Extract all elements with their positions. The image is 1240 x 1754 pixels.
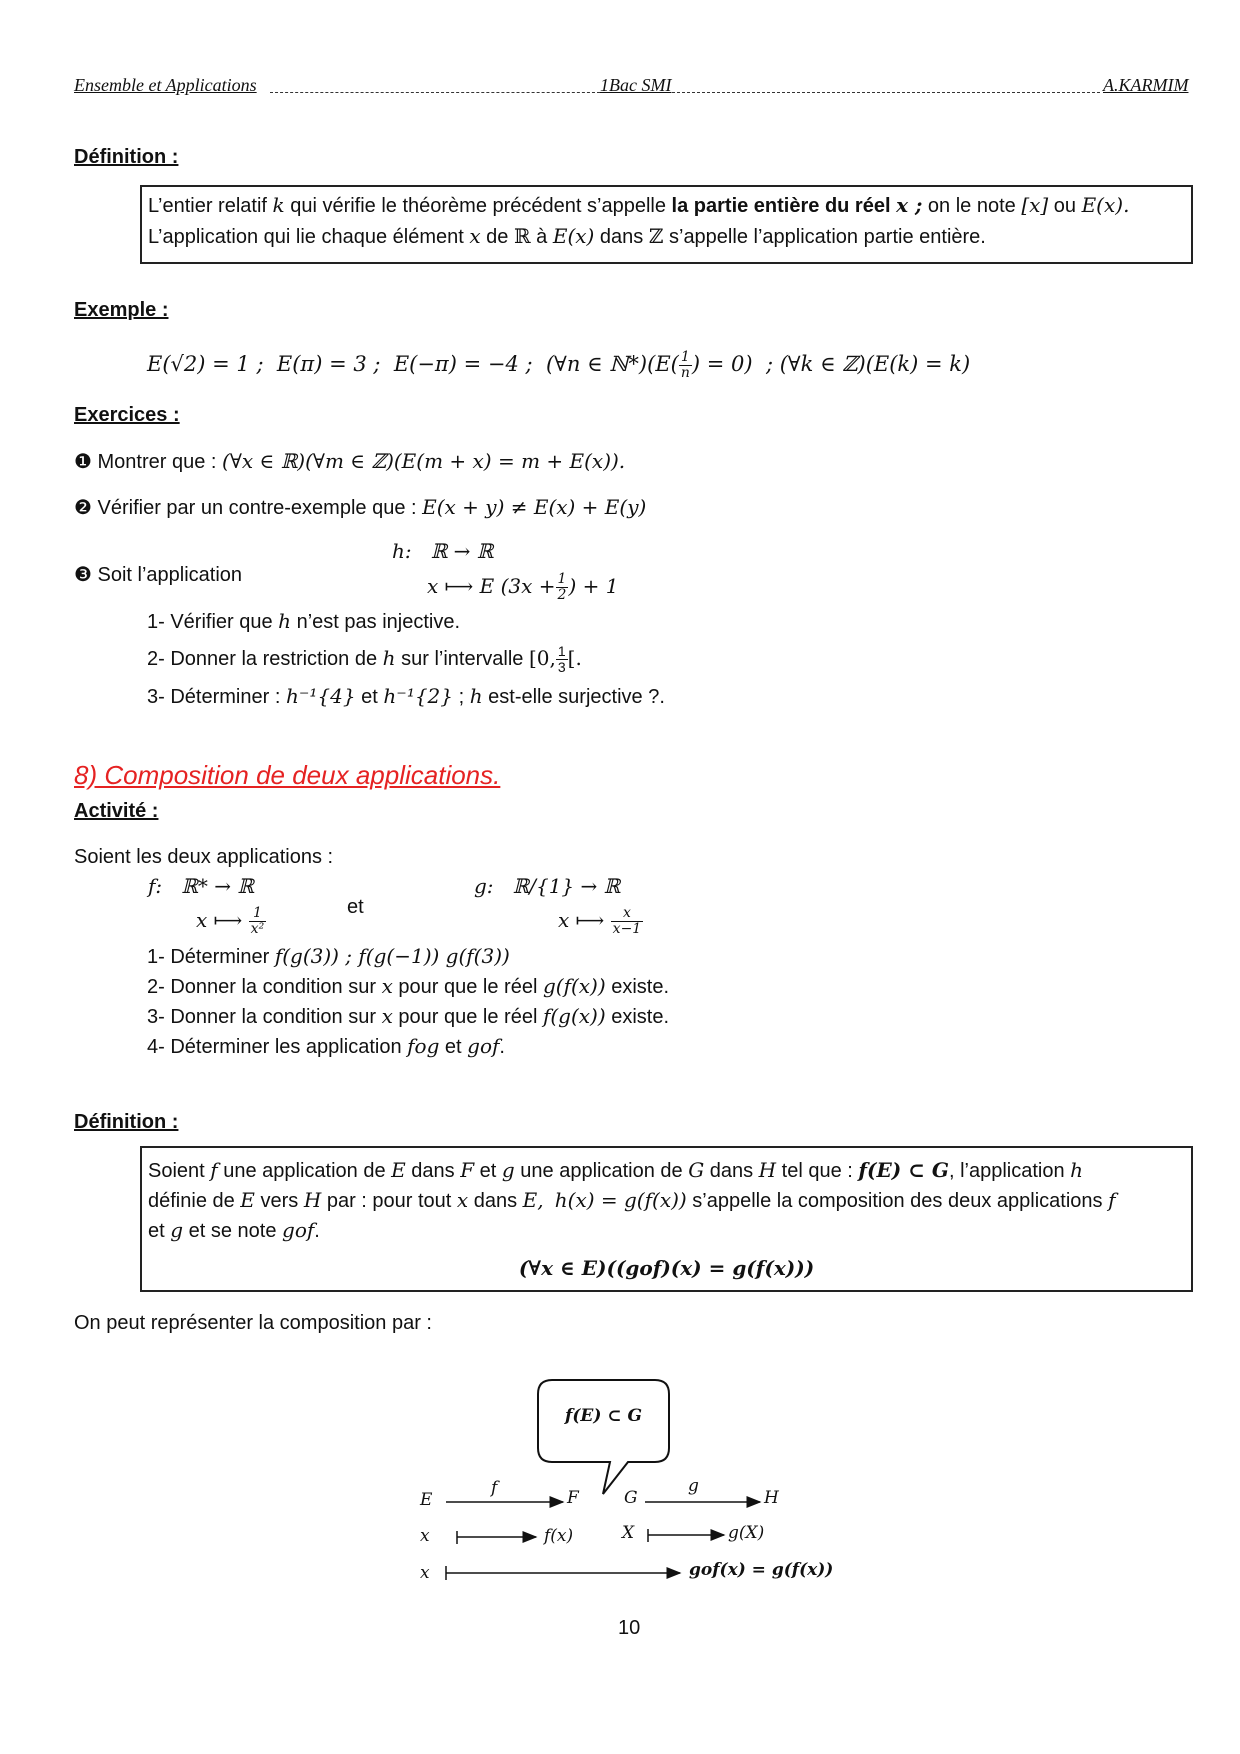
diagram-gX: g(X) — [728, 1523, 765, 1543]
math: E(x + y) ≠ E(x) + E(y) — [422, 495, 647, 519]
math: E(x). — [1081, 193, 1130, 217]
math: (∀x ∈ ℝ)(∀m ∈ ℤ)(E(m + x) = m + E(x)). — [222, 449, 626, 473]
text: ou — [1048, 195, 1082, 217]
math: ℝ → ℝ — [430, 539, 494, 563]
text: 4- Déterminer les application — [147, 1036, 408, 1058]
math: x — [381, 974, 393, 998]
text: vers — [254, 1190, 304, 1212]
text: sur l’intervalle — [395, 647, 529, 670]
text: et — [148, 1220, 171, 1242]
math: ) + 1 — [568, 574, 619, 598]
math: x — [456, 1188, 469, 1212]
math: fog — [407, 1034, 440, 1058]
speech-bubble — [538, 1380, 669, 1494]
math: ℝ/{1} → ℝ — [512, 874, 621, 898]
math: h — [1070, 1158, 1084, 1182]
text: , l’application — [948, 1160, 1071, 1182]
text: Soient — [148, 1160, 211, 1182]
math: h — [469, 684, 483, 708]
text: et se note — [183, 1220, 283, 1242]
math: [0, — [528, 645, 556, 670]
math: G — [688, 1158, 705, 1182]
math: F — [460, 1158, 475, 1182]
math: [x] — [1021, 193, 1049, 217]
denominator: 3 — [557, 659, 566, 675]
text: n’est pas injective. — [291, 611, 461, 633]
math: h — [382, 645, 396, 670]
math: (E( — [647, 352, 679, 376]
denominator: n — [680, 365, 690, 381]
bullet-2: ❷ — [74, 497, 92, 519]
text: L’entier relatif — [148, 195, 273, 217]
text: Vérifier par un contre-exemple que : — [97, 497, 423, 519]
math: f — [1108, 1188, 1116, 1212]
math: k — [272, 193, 285, 217]
math: E — [391, 1158, 406, 1182]
diagram-x2: x — [420, 1563, 430, 1583]
text: tel que : — [776, 1160, 859, 1182]
denominator: x² — [250, 921, 265, 937]
math: H — [758, 1158, 777, 1182]
exercises-title: Exercices : — [74, 404, 180, 426]
bullet-3: ❸ — [74, 564, 92, 586]
text: pour que le réel — [392, 1006, 543, 1028]
math: [. — [567, 645, 582, 670]
diagram-f: f — [491, 1478, 498, 1498]
text: 3- Déterminer : — [147, 686, 286, 708]
diagram-gofx: gof(x) = g(f(x)) — [689, 1560, 834, 1580]
math: f(g(x)) — [542, 1004, 606, 1028]
text: 2- Donner la condition sur — [147, 976, 382, 998]
math: g — [170, 1218, 184, 1242]
text: une application de — [514, 1160, 689, 1182]
math: h(x) = g(f(x)) — [554, 1188, 687, 1212]
text: pour que le réel — [392, 976, 543, 998]
math: E — [240, 1188, 255, 1212]
text: dans — [704, 1160, 759, 1182]
numerator: 1 — [679, 350, 692, 366]
text: on le note — [922, 195, 1022, 217]
math: g: — [474, 874, 494, 898]
text: par : pour tout — [321, 1190, 457, 1212]
diagram-fx: f(x) — [544, 1526, 574, 1546]
math: ℝ — [513, 224, 531, 248]
text: dans — [468, 1190, 523, 1212]
text: dans — [405, 1160, 461, 1182]
text: à — [530, 226, 553, 248]
math: E(√2) = 1 ; — [147, 352, 264, 376]
header-left: Ensemble et Applications — [74, 75, 257, 95]
text: Soit l’application — [97, 564, 243, 586]
def2-title: Définition : — [74, 1111, 179, 1133]
text: définie de — [148, 1190, 241, 1212]
numerator: 1 — [557, 571, 567, 587]
text: . — [499, 1036, 505, 1058]
diagram-g: g — [688, 1476, 699, 1496]
text: est-elle surjective ?. — [482, 686, 665, 708]
numerator: 1 — [557, 643, 566, 659]
math: x — [381, 1004, 393, 1028]
numerator: 1 — [249, 906, 267, 922]
header-right: A.KARMIM — [1103, 75, 1189, 95]
text: s’appelle la composition des deux applications — [686, 1190, 1109, 1212]
bold-text: la partie entière du réel — [671, 195, 897, 217]
math: h⁻¹{4} — [285, 684, 356, 708]
text: 1- Vérifier que — [147, 611, 279, 633]
activity-intro: Soient les deux applications : — [74, 846, 334, 868]
diagram-x1: x — [420, 1526, 430, 1546]
text: Montrer que : — [97, 451, 223, 473]
bullet-1: ❶ — [74, 451, 92, 473]
text: L’application qui lie chaque élément — [148, 226, 470, 248]
text: et — [474, 1160, 502, 1182]
math: E, — [522, 1188, 544, 1212]
text: qui vérifie le théorème précédent s’appelle — [284, 195, 672, 217]
text: une application de — [217, 1160, 392, 1182]
numerator: x — [611, 906, 644, 922]
text: 2- Donner la restriction de — [147, 647, 383, 670]
bubble-text: f(E) ⊂ G — [565, 1406, 642, 1426]
text: et — [355, 686, 384, 708]
math: gof — [467, 1034, 500, 1058]
math: ) = 0) — [691, 352, 753, 376]
text: existe. — [605, 976, 670, 998]
math: x ⟼ E — [427, 574, 495, 598]
math: f(E) ⊂ G — [858, 1158, 949, 1182]
math: ; (∀k ∈ ℤ)(E(k) = k) — [765, 352, 971, 376]
diagram-F: F — [567, 1488, 579, 1508]
math: h — [278, 609, 292, 633]
math: E(−π) = −4 ; — [393, 352, 533, 376]
activity-title: Activité : — [74, 800, 159, 822]
text: ; — [453, 686, 470, 708]
math: E(π) = 3 ; — [276, 352, 381, 376]
page-number: 10 — [618, 1617, 641, 1639]
math: h: — [392, 539, 412, 563]
math: (∀n ∈ ℕ*) — [545, 352, 648, 376]
math: x ⟼ — [196, 908, 243, 932]
math: ℝ* → ℝ — [181, 874, 254, 898]
example-title: Exemple : — [74, 299, 169, 321]
diagram-G: G — [624, 1488, 638, 1508]
text: 3- Donner la condition sur — [147, 1006, 382, 1028]
math: x — [469, 224, 481, 248]
math: (3x + — [500, 574, 556, 598]
representation-text: On peut représenter la composition par : — [74, 1312, 432, 1334]
math: g — [501, 1158, 515, 1182]
math: x ⟼ — [558, 908, 605, 932]
header-center: 1Bac SMI — [600, 75, 672, 95]
denominator: x−1 — [612, 921, 642, 937]
denominator: 2 — [557, 587, 567, 603]
section-8-title: 8) Composition de deux applications. — [74, 760, 501, 790]
math: f(g(3)) ; f(g(−1)) g(f(3)) — [274, 944, 510, 968]
math: gof — [282, 1218, 315, 1242]
def1-title: Définition : — [74, 146, 179, 168]
math: E(x) — [552, 224, 595, 248]
et-label: et — [347, 896, 364, 918]
math: g(f(x)) — [542, 974, 606, 998]
diagram-E: E — [420, 1490, 433, 1510]
def2-formula: (∀x ∈ E)((gof)(x) = g(f(x))) — [518, 1256, 815, 1280]
math: h⁻¹{2} — [383, 684, 454, 708]
text: . — [314, 1220, 320, 1242]
math: f: — [148, 874, 163, 898]
math: f — [210, 1158, 218, 1182]
math: ℤ — [648, 224, 664, 248]
text: existe. — [605, 1006, 670, 1028]
text: s’appelle l’application partie entière. — [663, 226, 986, 248]
text: 1- Déterminer — [147, 946, 275, 968]
math: H — [303, 1188, 322, 1212]
text: de — [480, 226, 514, 248]
text: dans — [594, 226, 649, 248]
math: x ; — [896, 193, 923, 217]
diagram-H: H — [764, 1488, 779, 1508]
diagram-X: X — [622, 1523, 635, 1543]
text: et — [439, 1036, 468, 1058]
